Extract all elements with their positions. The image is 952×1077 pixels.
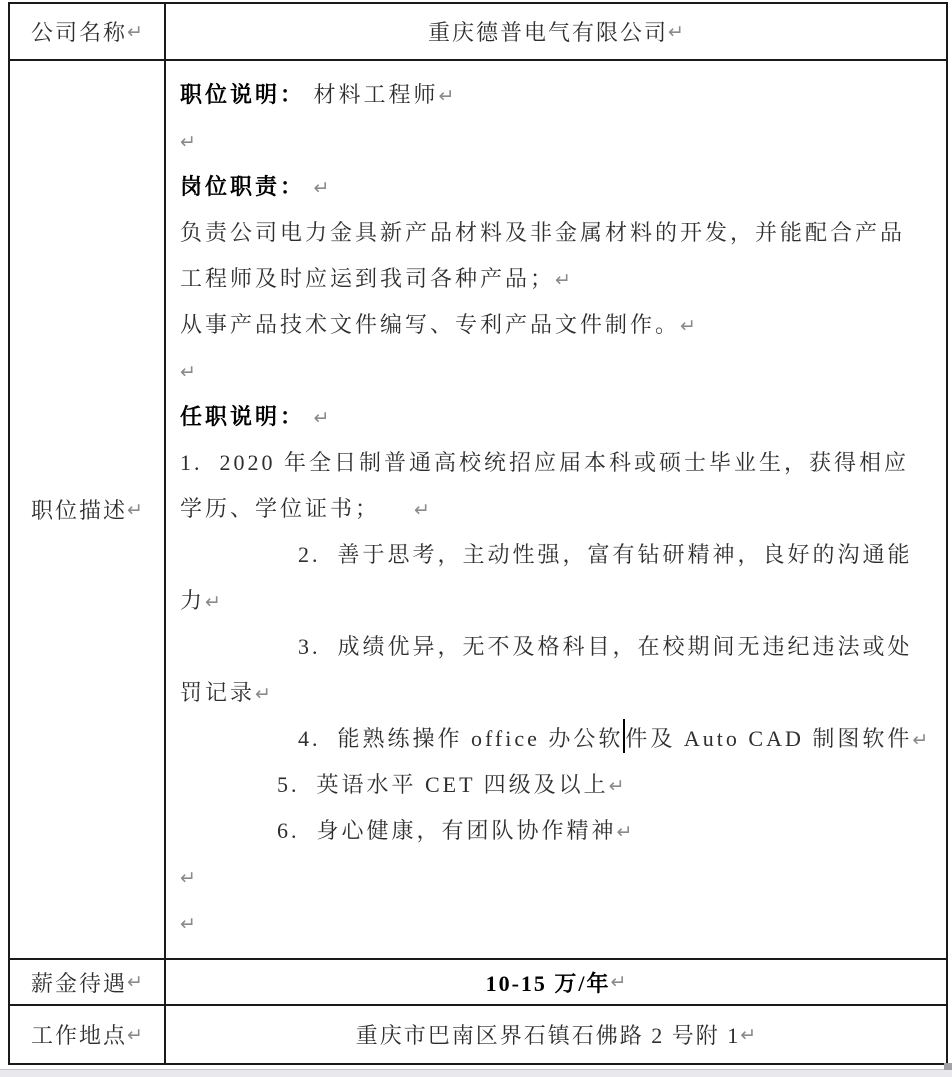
table-row-description [10,61,946,960]
description-line: 罚记录↵ [180,680,271,705]
description-line: 从事产品技术文件编写、专利产品文件制作。↵ [180,312,696,337]
description-line [180,854,936,900]
paragraph-mark: ↵ [608,775,625,797]
salary-label: 薪金待遇 [31,970,128,996]
paragraph-mark: ↵ [414,499,430,521]
description-line: 学历、学位证书； ↵ [180,496,430,521]
location-label-cell[interactable] [10,1006,166,1063]
paragraph-mark: ↵ [555,269,571,291]
location-value: 重庆市巴南区界石镇石佛路 2 号附 1 [355,1023,741,1048]
paragraph-mark: ↵ [127,498,143,521]
description-line: 2. 善于思考，主动性强，富有钻研精神，良好的沟通能 [298,542,913,567]
description-line: 负责公司电力金具新产品材料及非金属材料的开发，并能配合产品 [180,220,906,245]
salary-label-cell[interactable] [10,960,166,1004]
description-line [180,348,936,394]
description-label-cell[interactable] [10,61,166,958]
paragraph-mark: ↵ [180,867,196,889]
page-shadow-corner [944,1063,952,1070]
description-line: 3. 成绩优异，无不及格科目，在校期间无违纪违法或处 [298,634,913,659]
salary-value: 10-15 万/年 [485,970,611,996]
description-line: 6. 身心健康，有团队协作精神↵ [277,818,633,843]
paragraph-mark: ↵ [205,591,221,613]
paragraph-mark: ↵ [180,131,196,153]
paragraph-mark: ↵ [740,1023,757,1046]
table-row-location [10,1006,946,1063]
paragraph-mark: ↵ [313,177,330,199]
paragraph-mark: ↵ [438,85,455,107]
description-line: 4. 能熟练操作 office 办公软件及 Auto CAD 制图软件↵ [180,716,936,762]
table-row-company [10,4,946,61]
page-bottom-strip [0,1069,952,1077]
description-heading: 任职说明： [180,404,306,429]
paragraph-mark: ↵ [616,821,633,843]
paragraph-mark: ↵ [180,913,196,935]
company-name-label: 公司名称 [31,20,128,45]
paragraph-mark: ↵ [680,315,696,337]
paragraph-mark: ↵ [912,729,929,751]
text-cursor [623,719,625,753]
location-label: 工作地点 [31,1023,128,1048]
company-name-value-cell[interactable] [166,4,946,59]
company-name-label-cell[interactable] [10,4,166,59]
description-line [180,900,936,946]
job-posting-table [8,2,948,1065]
description-line: 5. 英语水平 CET 四级及以上↵ [277,772,625,797]
description-line [180,118,936,164]
company-name-value: 重庆德普电气有限公司 [428,20,669,45]
paragraph-mark: ↵ [180,361,196,383]
paragraph-mark: ↵ [668,20,684,43]
paragraph-mark: ↵ [127,971,143,993]
description-line: 1. 2020 年全日制普通高校统招应届本科或硕士毕业生，获得相应 [180,450,910,475]
paragraph-mark: ↵ [255,683,271,705]
description-text-area[interactable] [166,61,946,958]
location-value-cell[interactable] [166,1006,946,1063]
paragraph-mark: ↵ [127,1023,143,1046]
description-heading: 岗位职责： [180,174,306,199]
description-line: 工程师及时应运到我司各种产品；↵ [180,266,571,291]
description-heading: 职位说明： [180,82,306,107]
paragraph-mark: ↵ [127,20,143,43]
paragraph-mark: ↵ [610,971,627,993]
description-label: 职位描述 [31,498,128,523]
description-line [180,394,936,440]
description-line [180,164,936,210]
description-line: 力↵ [180,588,221,613]
table-row-salary [10,960,946,1006]
salary-value-cell[interactable] [166,960,946,1004]
description-line: 职位说明： 材料工程师↵ [180,82,455,107]
paragraph-mark: ↵ [313,407,330,429]
